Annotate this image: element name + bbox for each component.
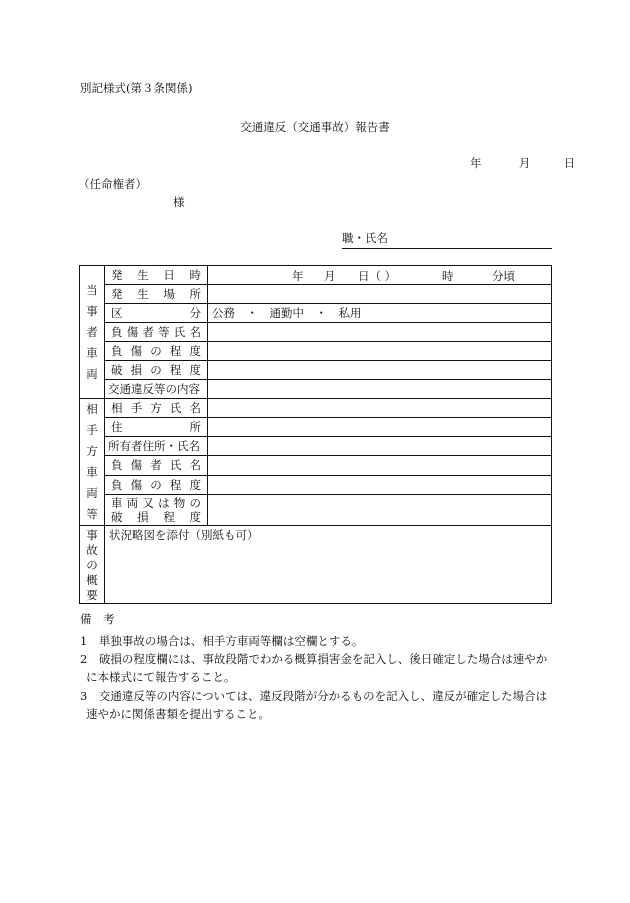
table-row [80,285,552,304]
date-month: 月 [518,156,531,170]
field-other-address[interactable] [208,418,552,437]
table-row [80,342,552,361]
group-accident-summary: 事 故 の 概 要 [80,526,105,604]
label-occurrence-datetime: 発 生 日 時 [105,266,208,285]
form-reference: 別記様式(第３条関係) [80,81,193,95]
label-damage-degree: 破損の程度 [105,361,208,380]
label-occurrence-place: 発 生 場 所 [105,285,208,304]
note-item: 1 単独事故の場合は、相手方車両等欄は空欄とする。 [80,634,364,648]
table-row [80,266,552,285]
signature-label: 職・氏名 [342,231,388,245]
table-row [80,361,552,380]
table-row [80,456,552,475]
label-category: 区 分 [105,304,208,323]
label-other-injury-degree: 負傷の程度 [105,475,208,494]
signature-line[interactable] [342,230,552,249]
field-violation-content[interactable] [208,380,552,399]
note-item: に本様式にて報告すること。 [86,670,236,684]
dt-month: 月 [324,269,336,283]
note-item: 2 破損の程度欄には、事故段階でわかる概算損害金を記入し、後日確定した場合は速やか [80,652,548,666]
field-injury-degree[interactable] [208,342,552,361]
field-other-name[interactable] [208,399,552,418]
table-row [80,494,552,525]
group-other-vehicle: 相 手 方 車 両 等 [80,399,105,526]
field-other-injured-name[interactable] [208,456,552,475]
dt-year: 年 [292,269,304,283]
report-date [470,155,575,171]
dt-day: 日（ ） [358,269,397,283]
field-owner-address-name[interactable] [208,437,552,456]
field-category[interactable]: 公務 ・ 通勤中 ・ 私用 [208,304,552,323]
report-table [79,265,552,604]
document-title: 交通違反（交通事故）報告書 [240,120,390,134]
table-row [80,418,552,437]
group-own-vehicle: 当 事 者 車 両 [80,266,105,399]
label-injured-names: 負傷者等氏名 [105,323,208,342]
field-accident-summary[interactable] [105,526,552,604]
date-day: 日 [563,156,576,170]
appointer-label: （任命権者） [78,177,147,191]
table-row [80,526,552,604]
note-item: 3 交通違反等の内容については、違反段階が分かるものを記入し、違反が確定した場合は [80,689,548,703]
note-item: 速やかに関係書類を提出すること。 [86,707,270,721]
summary-instruction: 状況略図を添付（別紙も可） [109,528,259,542]
label-violation-content: 交通違反等の内容 [105,380,208,399]
field-injured-names[interactable] [208,323,552,342]
field-vehicle-damage[interactable] [208,494,552,525]
label-other-address: 住 所 [105,418,208,437]
label-other-name: 相手方氏名 [105,399,208,418]
field-occurrence-place[interactable] [208,285,552,304]
field-damage-degree[interactable] [208,361,552,380]
dt-hour: 時 [442,269,454,283]
table-row [80,399,552,418]
label-other-injured-name: 負傷者氏名 [105,456,208,475]
label-vehicle-damage: 車両又は物の 破損程度 [105,494,208,525]
honorific: 様 [173,195,185,209]
table-row [80,475,552,494]
table-row [80,380,552,399]
table-row [80,437,552,456]
date-year: 年 [470,156,482,170]
label-owner-address-name: 所有者住所・氏名 [105,437,208,456]
notes-heading: 備 考 [80,612,115,626]
table-row [80,323,552,342]
field-occurrence-datetime[interactable] [208,266,552,285]
dt-minute: 分頃 [492,269,515,283]
label-injury-degree: 負傷の程度 [105,342,208,361]
field-other-injury-degree[interactable] [208,475,552,494]
table-row [80,304,552,323]
